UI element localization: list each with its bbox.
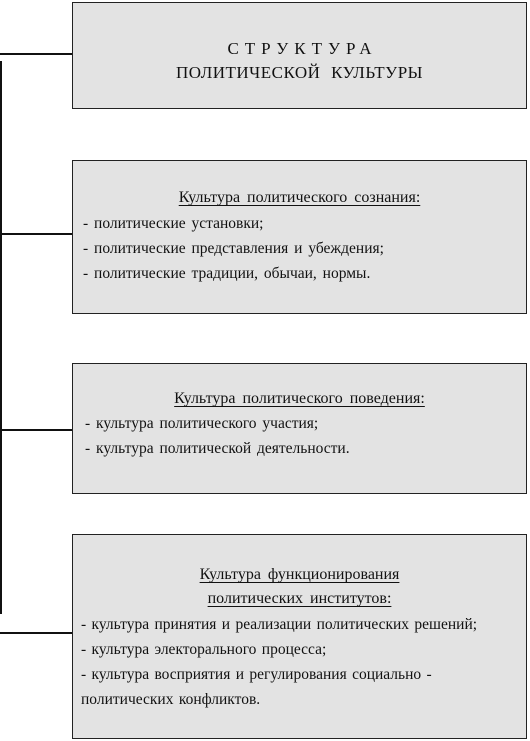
connector-section-2 xyxy=(0,429,73,431)
section-heading-line-1: Культура функционирования xyxy=(199,566,400,583)
title-line-2: ПОЛИТИЧЕСКОЙ КУЛЬТУРЫ xyxy=(176,63,423,82)
section-box-consciousness xyxy=(72,160,527,314)
connector-section-3 xyxy=(0,632,73,634)
list-item: политических конфликтов. xyxy=(81,691,261,708)
list-item: - культура электорального процесса; xyxy=(81,641,327,658)
list-item: - культура политической деятельности. xyxy=(85,440,350,457)
list-item: - культура восприятия и регулирования социально - xyxy=(81,666,432,683)
title-box xyxy=(72,2,527,109)
section-box-behavior xyxy=(72,363,527,494)
list-item: - политические представления и убеждения; xyxy=(83,240,384,257)
list-item: - культура принятия и реализации политических решений; xyxy=(81,616,478,633)
title-line-1: СТРУКТУРА xyxy=(227,39,378,58)
connector-title xyxy=(0,53,73,55)
section-heading-line-2: политических институтов: xyxy=(207,590,392,607)
connector-section-1 xyxy=(0,233,73,235)
section-box-institutions xyxy=(72,534,527,739)
list-item: - политические установки; xyxy=(83,215,264,232)
list-item: - политические традиции, обычаи, нормы. xyxy=(83,265,371,282)
connector-spine xyxy=(0,61,2,614)
list-item: - культура политического участия; xyxy=(85,415,319,432)
section-heading: Культура политического сознания: xyxy=(178,189,421,206)
section-heading: Культура политического поведения: xyxy=(174,390,425,407)
